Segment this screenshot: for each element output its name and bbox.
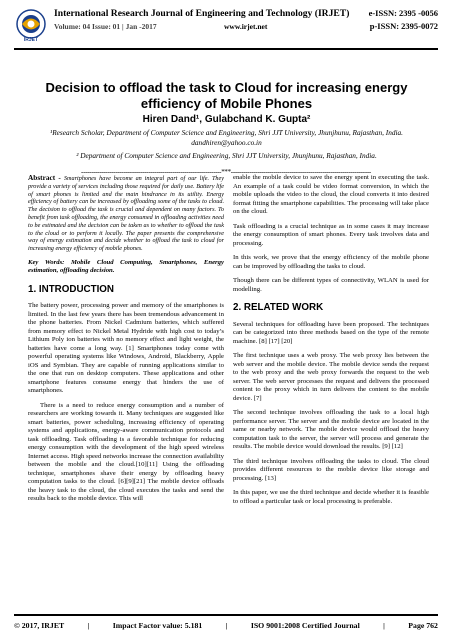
p-issn: p-ISSN: 2395-0072 <box>369 21 438 31</box>
right-column <box>233 174 429 512</box>
paragraph: The battery power, processing power and memory of the smartphones is limited. In the last few years there has been tremendous advancement in the phone batteries. From Nickel Cadmium batteries, which suffered from memory effect to Nickel Metal Hydride with high cost to today’s Lithium Poly ion batteries with no memory effect and light weight, the batteries have come a long way. [1] Smartphones today come with powerful operating systems like Windows, Android, Blackberry, Apple iOS and Symbian. They are capable of running applications similar to the one that run on desktop computers. These applications and other smartphone features consume energy that hinders the use of smartphones. <box>28 302 224 395</box>
abstract-label: Abstract - <box>28 173 64 182</box>
logo-text: IRJET <box>23 37 39 43</box>
header-rule <box>14 48 438 50</box>
section-divider: ---------------------------------------------------------------------***--------------------------------------------------------------------- <box>81 168 371 176</box>
footer-rule <box>14 614 438 616</box>
abstract-text: Smartphones have become an integral part of our life. They provide a variety of services including those required for daily use. Battery life of smart phones is limited and the main hindrance in its utility. Energy efficiency of battery can be increased by offloading some of the tasks to cloud. The decision to offload the task is crucial and dependent on many factors. To benefit from task offloading, the energy consumed in offloading activities need to be estimated and the decision can be taken as to whether to offload the task to the cloud or to perform it locally. The paper presents the comprehensive way of energy estimation and decide whether to offload the task to cloud for increasing energy efficiency of mobile phones. <box>28 175 224 253</box>
affiliation-1: ¹Research Scholar, Department of Computer Science and Engineering, Shri JJT University, Jhunjhunu, Rajasthan, India. dandhiren@yahoo.co.in <box>50 128 403 147</box>
paragraph: The second technique involves offloading the task to a local high performance server. The server and the mobile device are located in the same or nearby network. The mobile device would offload the heavy computation task to the server, the server will process and generate the results. The mobile device would download the results. [9] [12] <box>233 409 429 450</box>
footer-page-number: Page 762 <box>408 621 438 630</box>
abstract <box>28 174 224 253</box>
paragraph: Though there can be different types of connectivity, WLAN is used for modelling. <box>233 277 429 293</box>
page-footer <box>14 621 438 630</box>
journal-name: International Research Journal of Engineering and Technology (IRJET) <box>54 8 350 19</box>
heading-introduction: 1. INTRODUCTION <box>28 283 114 295</box>
footer-impact-factor: Impact Factor value: 5.181 <box>112 621 203 630</box>
keywords-label: Key Words: <box>28 258 71 266</box>
footer-separator: | <box>383 621 385 630</box>
footer-copyright: © 2017, IRJET <box>14 621 65 630</box>
left-column <box>28 174 224 510</box>
journal-header <box>14 8 438 46</box>
paper-authors: Hiren Dand¹, Gulabchand K. Gupta² <box>142 114 311 125</box>
paper-title: Decision to offload the task to Cloud for increasing energy efficiency of Mobile Phones <box>45 80 408 111</box>
heading-related-work: 2. RELATED WORK <box>233 302 324 313</box>
paragraph: enable the mobile device to save the energy spent in executing the task. An example of a task could be video format conversion, in which the mobile uploads the video to the cloud, the cloud converts it into desired format fitting the smartphone capabilities. The processing will take place on the cloud. <box>233 174 429 215</box>
keywords-text: Mobile Cloud Computing, Smartphones, Energy estimation, offloading decision. <box>28 258 224 275</box>
paragraph: There is a need to reduce energy consumption and a number of researchers are working towards it. Many techniques are suggested like smart batteries, power scheduling, increasing efficiency of operating systems and applications, energy-aware communication protocols and task offloading. Task offloading is a favorable technique for reducing energy consumption with the development of the high speed wireless Internet access. High speed networks increase the connection availability between the mobile and the cloud.[10][11] Using the offloading technique, smartphones shave their energy by offloading heavy computation tasks to the cloud. [6][9][21] The mobile device offloads the heavy task to the cloud, the cloud executes the tasks and send the results back to the mobile device. This will <box>28 401 224 503</box>
volume-issue: Volume: 04 Issue: 01 | Jan -2017 <box>54 22 157 31</box>
paragraph: The first technique uses a web proxy. The web proxy lies between the web server and the mobile device. The mobile device sends the request to the web proxy and the web proxy forwards the request to the web server. The web server processes the request and delivers the processed content to the proxy which in turn delivers the content to the mobile device. [7] <box>233 352 429 402</box>
e-issn: e-ISSN: 2395 -0056 <box>368 8 438 18</box>
irjet-logo-icon <box>16 9 46 39</box>
paragraph: Task offloading is a crucial technique as in some cases it may increase the energy consumption of smart phones. Every task involves data and processing. <box>233 222 429 247</box>
paragraph: In this paper, we use the third technique and decide whether it is feasible to offload a particular task or local processing is preferable. <box>233 489 429 505</box>
footer-separator: | <box>225 621 228 630</box>
affiliation-2: ² Department of Computer Science and Engineering, Shri JJT University, Jhunjhunu, Rajasthan, India. <box>76 151 377 160</box>
paragraph: In this work, we prove that the energy efficiency of the mobile phone can be improved by offloading the tasks to cloud. <box>233 254 429 270</box>
journal-website: www.irjet.net <box>224 22 268 31</box>
paragraph: The third technique involves offloading the tasks to cloud. The cloud provides different resources to the mobile device like storage and processing. [13] <box>233 457 429 482</box>
footer-separator: | <box>87 621 90 630</box>
footer-iso: ISO 9001:2008 Certified Journal <box>250 621 360 630</box>
paragraph: Several techniques for offloading have been proposed. The techniques can be categorized into three methods based on the type of the remote machine. [8] [17] [20] <box>233 320 429 345</box>
keywords <box>28 259 224 276</box>
